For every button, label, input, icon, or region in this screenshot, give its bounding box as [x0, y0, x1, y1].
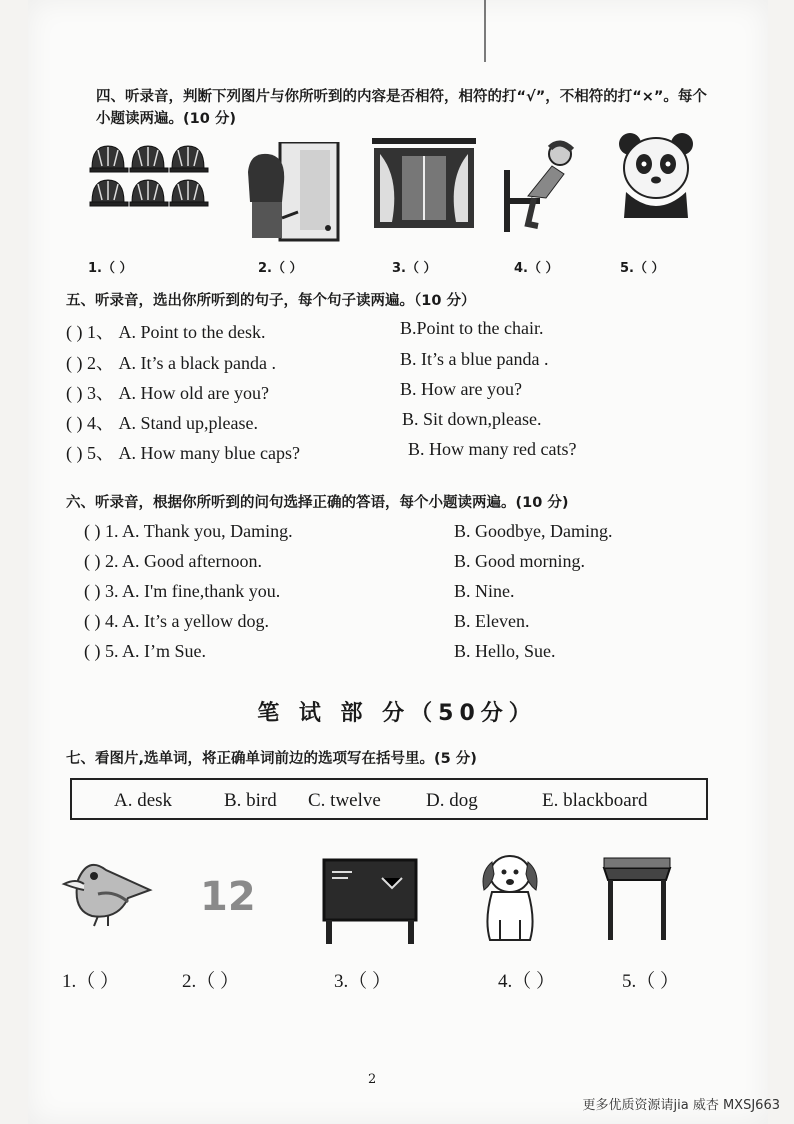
section6-item — [84, 581, 515, 602]
item-number: 3. — [105, 581, 119, 601]
section5-item — [66, 318, 544, 344]
option-a: A. How many blue caps? — [118, 443, 300, 463]
item-number: 4. — [105, 611, 119, 631]
answer-blank[interactable]: ( ) — [84, 611, 101, 631]
option-a: A. Good afternoon. — [122, 551, 262, 571]
section7-answer-1[interactable]: 1.（ ） — [62, 971, 120, 992]
caps-icon — [88, 142, 213, 212]
option-a: A. How old are you? — [118, 383, 269, 403]
section5-item — [66, 409, 542, 435]
answer-blank[interactable]: ( ) — [84, 641, 101, 661]
answer-blank[interactable]: ( ) — [84, 521, 101, 541]
option-b: B. How many red cats? — [408, 439, 577, 459]
section4-answer-1[interactable]: 1.（ ） — [88, 261, 133, 276]
item-number: 5、 — [87, 443, 114, 463]
section5-heading: 五、听录音，选出你所听到的句子，每个句子读两遍。（10 分） — [66, 293, 476, 309]
section4-answer-3[interactable]: 3.（ ） — [392, 261, 437, 276]
option-b: B. Hello, Sue. — [454, 641, 556, 661]
section7-answer-4[interactable]: 4.（ ） — [498, 971, 556, 992]
number-twelve: 12 — [200, 874, 256, 920]
option-b: B. How are you? — [400, 379, 522, 399]
option-b: B. Sit down,please. — [402, 409, 542, 429]
item-number: 1. — [105, 521, 119, 541]
section4-pictures — [88, 138, 708, 238]
option-b: B. It’s a blue panda . — [400, 349, 549, 369]
word-option: A. desk — [114, 790, 173, 811]
item-number: 2、 — [87, 353, 114, 373]
option-b: B. Good morning. — [454, 551, 586, 571]
section4-heading: 四、听录音，判断下列图片与你所听到的内容是否相符，相符的打“√”，不相符的打“×”。每个小题读两遍。(10 分) — [96, 89, 707, 127]
answer-blank[interactable]: ( ) — [84, 551, 101, 571]
desk-icon — [600, 856, 674, 956]
option-a: A. It’s a black panda . — [118, 353, 276, 373]
section6-heading: 六、听录音，根据你所听到的问句选择正确的答语，每个小题读两遍。(10 分) — [66, 495, 569, 511]
section7-answer-3[interactable]: 3.（ ） — [334, 971, 392, 992]
bird-icon — [58, 850, 154, 950]
dog-icon — [470, 850, 550, 950]
page-number: 2 — [368, 1072, 377, 1087]
word-bank — [70, 778, 708, 820]
option-a: A. It’s a yellow dog. — [122, 611, 269, 631]
answer-blank[interactable]: ( ) — [66, 353, 83, 373]
item-number: 4、 — [87, 413, 114, 433]
window-icon — [372, 138, 476, 234]
option-a: A. Point to the desk. — [118, 322, 266, 342]
answer-blank[interactable]: ( ) — [66, 443, 83, 463]
section4-answer-2[interactable]: 2.（ ） — [258, 261, 303, 276]
option-a: A. Stand up,please. — [118, 413, 258, 433]
blackboard-icon — [322, 858, 418, 958]
section4-answer-5[interactable]: 5.（ ） — [620, 261, 665, 276]
panda-icon — [616, 130, 696, 220]
answer-blank[interactable]: ( ) — [84, 581, 101, 601]
item-number: 3、 — [87, 383, 114, 403]
word-option: C. twelve — [308, 790, 381, 811]
girl-at-door-icon — [240, 142, 340, 242]
option-a: A. Thank you, Daming. — [122, 521, 293, 541]
paper-fold — [484, 0, 486, 62]
section5-item — [66, 379, 522, 405]
answer-blank[interactable]: ( ) — [66, 383, 83, 403]
word-option: B. bird — [224, 790, 277, 811]
writing-section-title: 笔 试 部 分（50分） — [257, 701, 537, 726]
item-number: 5. — [105, 641, 119, 661]
section5-item — [66, 439, 577, 465]
item-number: 2. — [105, 551, 119, 571]
item-number: 1、 — [87, 322, 114, 342]
answer-blank[interactable]: ( ) — [66, 413, 83, 433]
word-option: E. blackboard — [542, 790, 648, 811]
option-b: B. Goodbye, Daming. — [454, 521, 613, 541]
section7-answer-5[interactable]: 5.（ ） — [622, 971, 680, 992]
section4-answer-4[interactable]: 4.（ ） — [514, 261, 559, 276]
option-b: B.Point to the chair. — [400, 318, 544, 338]
option-b: B. Eleven. — [454, 611, 530, 631]
section7-heading: 七、看图片,选单词，将正确单词前边的选项写在括号里。(5 分) — [66, 751, 477, 767]
option-b: B. Nine. — [454, 581, 515, 601]
section7-answer-2[interactable]: 2.（ ） — [182, 971, 240, 992]
section6-item — [84, 611, 530, 632]
answer-blank[interactable]: ( ) — [66, 322, 83, 342]
footer-note: 更多优质资源请jia 威杏 MXSJ663 — [582, 1098, 780, 1113]
option-a: A. I'm fine,thank you. — [122, 581, 281, 601]
section6-item — [84, 551, 586, 572]
section5-item — [66, 349, 549, 375]
word-option: D. dog — [426, 790, 478, 811]
boy-sitting-icon — [498, 140, 590, 238]
option-a: A. I’m Sue. — [122, 641, 207, 661]
section6-item — [84, 641, 556, 662]
section6-item — [84, 521, 613, 542]
